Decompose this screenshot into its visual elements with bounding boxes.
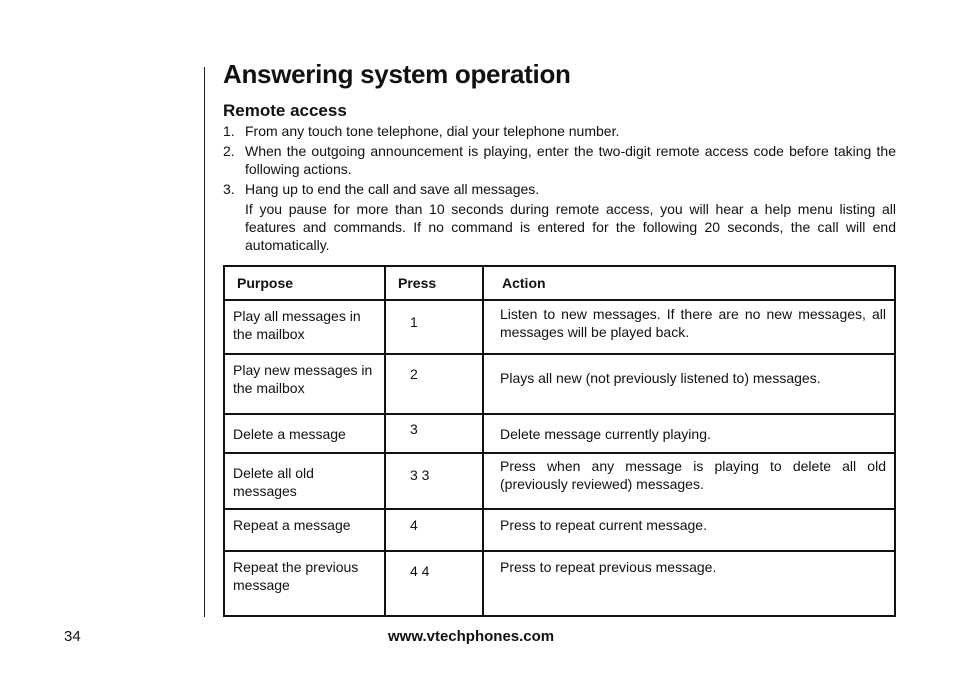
step-text: Hang up to end the call and save all messages. (245, 181, 540, 197)
table-row (224, 354, 895, 414)
cell-press: 4 (385, 509, 483, 551)
cell-purpose: Play new messages in the mailbox (224, 354, 385, 414)
cell-purpose: Repeat the previous message (224, 551, 385, 616)
cell-purpose: Delete a message (224, 414, 385, 453)
cell-action: Press to repeat current message. (483, 509, 895, 551)
step-item (223, 180, 896, 198)
table-row (224, 551, 895, 616)
cell-action: Plays all new (not previously listened to) messages. (483, 354, 895, 414)
header-press: Press (385, 266, 483, 300)
step-item (223, 142, 896, 178)
table-row (224, 453, 895, 509)
timeout-note: If you pause for more than 10 seconds during remote access, you will hear a help menu listing all features and commands. If no command is entered for the following 20 seconds, the call will end automatically. (245, 201, 896, 253)
step-item (223, 122, 896, 140)
step-number: 2. (223, 143, 235, 159)
remote-commands-table (223, 265, 896, 617)
cell-press: 2 (385, 354, 483, 414)
table-header-row (224, 266, 895, 300)
table-row (224, 414, 895, 453)
cell-press: 4 4 (385, 551, 483, 616)
cell-action: Delete message currently playing. (483, 414, 895, 453)
step-text: From any touch tone telephone, dial your telephone number. (245, 123, 620, 139)
cell-press: 3 (385, 414, 483, 453)
instruction-steps (223, 122, 896, 254)
cell-press: 1 (385, 300, 483, 354)
cell-action: Listen to new messages. If there are no new messages, all messages will be played back. (483, 300, 895, 354)
header-action: Action (483, 266, 895, 300)
cell-action: Press to repeat previous message. (483, 551, 895, 616)
step-text: When the outgoing announcement is playing, enter the two-digit remote access code before taking the following actions. (245, 143, 896, 177)
step-number: 1. (223, 123, 235, 139)
margin-rule (204, 67, 205, 617)
header-purpose: Purpose (224, 266, 385, 300)
cell-purpose: Repeat a message (224, 509, 385, 551)
cell-purpose: Delete all old messages (224, 453, 385, 509)
step-number: 3. (223, 181, 235, 197)
table-row (224, 300, 895, 354)
table-row (224, 509, 895, 551)
cell-purpose: Play all messages in the mailbox (224, 300, 385, 354)
cell-action: Press when any message is playing to delete all old (previously reviewed) messages. (483, 453, 895, 509)
page-number: 34 (64, 628, 81, 645)
cell-press: 3 3 (385, 453, 483, 509)
page-title: Answering system operation (223, 59, 571, 89)
section-heading: Remote access (223, 101, 347, 120)
footer-url: www.vtechphones.com (388, 628, 555, 645)
